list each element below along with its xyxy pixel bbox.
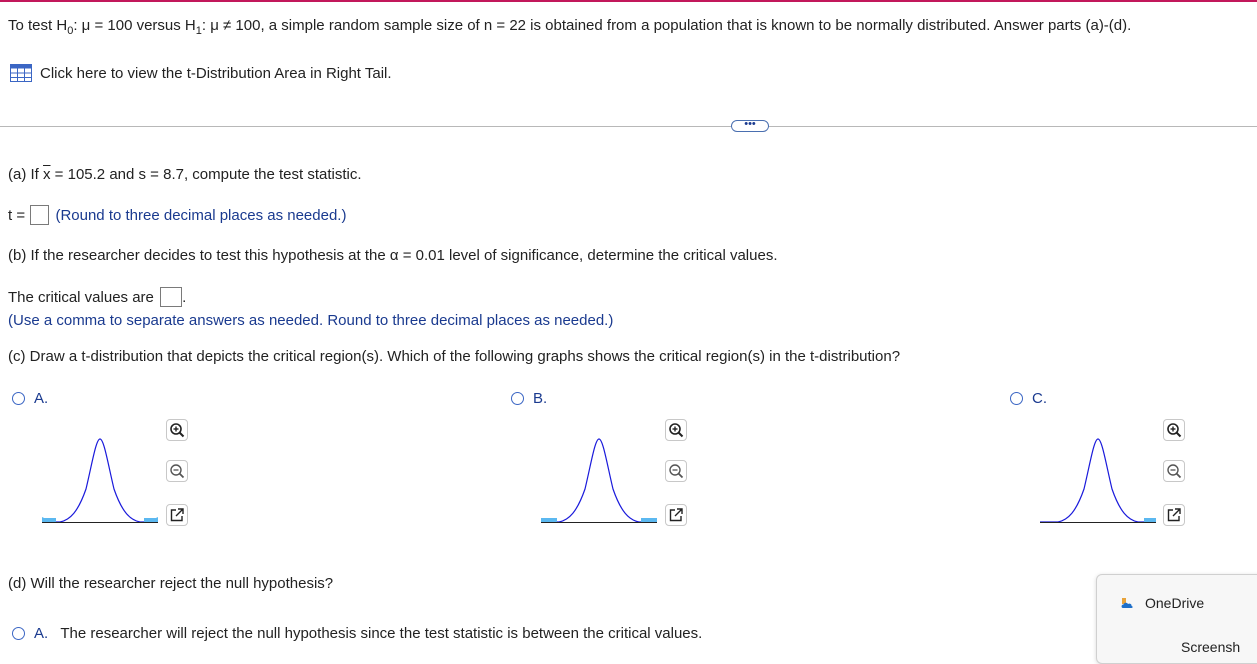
option-b-right-shade <box>641 518 657 522</box>
t-table-link[interactable] <box>10 64 392 86</box>
part-a-prompt <box>8 166 362 183</box>
part-d-prompt: (d) Will the researcher reject the null hypothesis? <box>8 575 334 592</box>
part-b-prompt: (b) If the researcher decides to test this hypothesis at the α = 0.01 level of significance, determine the critical values. <box>8 247 778 264</box>
onedrive-notification[interactable] <box>1096 574 1257 664</box>
part-a-answer-row <box>8 205 346 225</box>
onedrive-icon <box>1119 595 1135 615</box>
option-c-curve <box>1040 439 1156 522</box>
part-a-prompt-suffix: = 105.2 and s = 8.7, compute the test statistic. <box>50 166 362 183</box>
intro-text-2: : μ = 100 versus H <box>73 17 196 34</box>
part-a-hint: (Round to three decimal places as needed.) <box>55 207 347 224</box>
option-b-graph <box>539 434 659 529</box>
popout-icon <box>668 507 684 523</box>
part-a-prompt-prefix: (a) If <box>8 166 44 183</box>
option-b-curve <box>541 439 657 522</box>
table-icon <box>10 64 32 86</box>
option-c-right-shade <box>1144 518 1156 522</box>
h1-subscript: 1 <box>195 25 202 37</box>
question-intro <box>8 17 1131 37</box>
option-a-curve <box>42 439 158 522</box>
zoom-out-icon <box>1166 463 1182 479</box>
option-b-radio[interactable] <box>511 392 524 405</box>
popout-icon <box>169 507 185 523</box>
critical-values-period: . <box>182 289 187 306</box>
option-a-label[interactable]: A. <box>34 390 49 407</box>
part-b-hint: (Use a comma to separate answers as needed. Round to three decimal places as needed.) <box>8 312 614 329</box>
t-answer-input[interactable] <box>30 205 49 225</box>
option-b-left-shade <box>541 518 557 522</box>
popout-icon <box>1166 507 1182 523</box>
h0-subscript: 0 <box>67 25 74 37</box>
part-d-option-a-radio[interactable] <box>12 627 25 640</box>
xbar-symbol: $\overline{x}$ <box>43 166 51 183</box>
top-accent-bar <box>0 0 1257 2</box>
section-divider <box>0 126 1257 127</box>
onedrive-title: OneDrive <box>1145 595 1205 611</box>
option-a-right-shade <box>144 518 158 522</box>
zoom-out-icon <box>169 463 185 479</box>
part-d-option-a-text[interactable]: The researcher will reject the null hypothesis since the test statistic is between the critical values. <box>60 625 703 642</box>
option-c-popout-button[interactable] <box>1163 504 1185 526</box>
option-a-zoom-in-button[interactable] <box>166 419 188 441</box>
part-d-option-a-label[interactable]: A. <box>34 625 49 642</box>
option-a-zoom-out-button[interactable] <box>166 460 188 482</box>
zoom-in-icon <box>668 422 684 438</box>
option-a-popout-button[interactable] <box>166 504 188 526</box>
part-b-answer-row <box>8 287 186 307</box>
t-label: t = <box>8 207 26 224</box>
option-b-label[interactable]: B. <box>533 390 548 407</box>
option-c-zoom-in-button[interactable] <box>1163 419 1185 441</box>
option-a-radio[interactable] <box>12 392 25 405</box>
part-c-prompt: (c) Draw a t-distribution that depicts the critical region(s). Which of the following graphs shows the critical region(s) in the t-distribution? <box>8 348 901 365</box>
option-a-left-shade <box>42 518 56 522</box>
option-c-zoom-out-button[interactable] <box>1163 460 1185 482</box>
critical-values-label: The critical values are <box>8 289 154 306</box>
intro-text-3: : μ ≠ 100, a simple random sample size of n = 22 is obtained from a population that is known to be normally distributed. Answer parts (a)-(d). <box>201 17 1132 34</box>
part-d-option-a[interactable] <box>34 625 702 642</box>
zoom-out-icon <box>668 463 684 479</box>
option-b-zoom-in-button[interactable] <box>665 419 687 441</box>
option-c-label[interactable]: C. <box>1032 390 1047 407</box>
option-c-radio[interactable] <box>1010 392 1023 405</box>
zoom-in-icon <box>169 422 185 438</box>
zoom-in-icon <box>1166 422 1182 438</box>
option-a-graph <box>40 434 160 529</box>
option-c-graph <box>1038 434 1158 529</box>
onedrive-subtitle: Screensh <box>1181 639 1241 655</box>
option-b-zoom-out-button[interactable] <box>665 460 687 482</box>
critical-values-input[interactable] <box>160 287 182 307</box>
t-table-link-text[interactable]: Click here to view the t-Distribution Area in Right Tail. <box>40 65 392 82</box>
intro-text-1: To test H <box>8 17 68 34</box>
option-b-popout-button[interactable] <box>665 504 687 526</box>
expand-more-button[interactable]: ••• <box>731 120 769 132</box>
